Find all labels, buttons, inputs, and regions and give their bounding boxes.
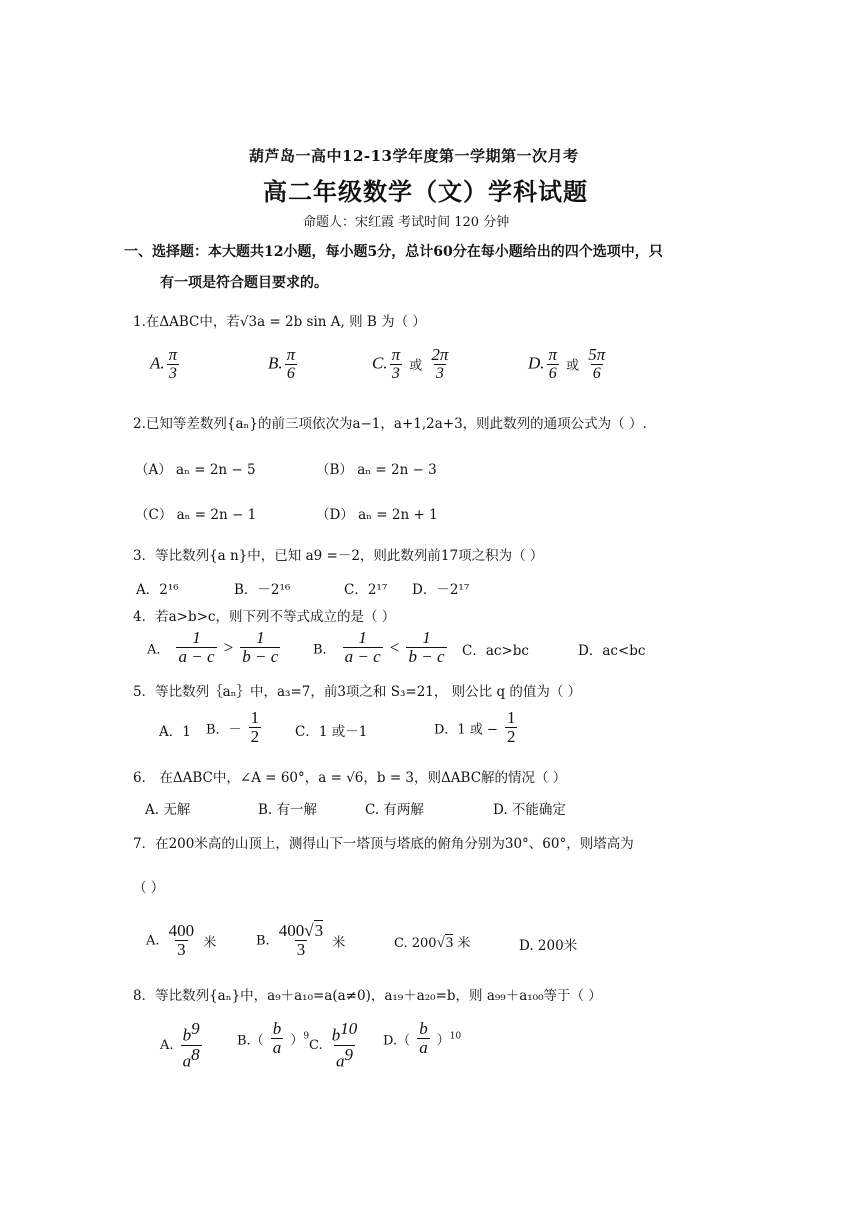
- question-8-option-a: A. $\frac{b^9}{a^8}$: [160, 1019, 200, 1071]
- question-4-option-d: D．ac<bc: [578, 643, 646, 659]
- question-6-option-b: B. 有一解: [258, 802, 318, 818]
- question-7-option-d: D. 200米: [519, 938, 578, 954]
- question-4-option-b: B． $\frac{1}{a - c}$ < $\frac{1}{b - c}$: [313, 628, 445, 666]
- question-5-option-a: A．1: [159, 724, 191, 740]
- question-7-stem: 7．在200米高的山顶上，测得山下一塔顶与塔底的俯角分别为30°、60°，则塔高为: [133, 836, 634, 852]
- question-1-text: 1.在ΔABC中，若√3a = 2b sin A, 则 B 为（ ）: [133, 314, 426, 330]
- question-5-option-d: D．1 或 − $\frac{1}{2}$: [434, 708, 516, 746]
- question-2-option-c: （C） aₙ = 2n − 1: [135, 507, 257, 523]
- question-4-option-a: A． $\frac{1}{a - c}$ > $\frac{1}{b - c}$: [147, 628, 279, 666]
- question-6-option-c: C. 有两解: [365, 802, 424, 818]
- question-5-option-c: C．1 或－1: [295, 724, 368, 740]
- question-1-option-d: D. $\frac{\pi}{6}$ 或 $\frac{5\pi}{6}$: [528, 345, 606, 382]
- question-8-stem: 8．等比数列{aₙ}中，a₉＋a₁₀=a(a≠0)，a₁₉＋a₂₀=b，则 a₉₉＋a₁₀₀等于（ ）: [133, 988, 602, 1004]
- question-2-option-a: （A） aₙ = 2n − 5: [135, 462, 256, 478]
- question-3-option-c: C．2¹⁷: [344, 582, 388, 598]
- question-8-option-d: D.（ $\frac{b}{a}$ ）$^{10}$: [383, 1019, 462, 1057]
- exam-title: 高二年级数学（文）学科试题: [263, 177, 588, 206]
- question-1-stem: [133, 310, 426, 330]
- question-2-option-d: （D） aₙ = 2n + 1: [316, 507, 438, 523]
- question-2-option-b: （B） aₙ = 2n − 3: [316, 462, 437, 478]
- question-1-option-b: B. $\frac{\pi}{6}$: [268, 345, 296, 382]
- question-4-stem: 4．若a>b>c，则下列不等式成立的是（ ）: [133, 609, 396, 625]
- question-8-option-c: C. $\frac{b^{10}}{a^9}$: [309, 1019, 358, 1071]
- school-title: 葫芦岛一高中12-13学年度第一学期第一次月考: [249, 147, 579, 165]
- section-heading-cont: 有一项是符合题目要求的。: [160, 275, 328, 291]
- question-1-option-a: A. $\frac{\pi}{3}$: [150, 345, 178, 382]
- question-3-option-b: B．－2¹⁶: [234, 582, 291, 598]
- question-5-stem: 5．等比数列｛aₙ｝中，a₃=7，前3项之和 S₃=21， 则公比 q 的值为（ ）: [133, 684, 582, 700]
- question-4-option-c: C．ac>bc: [462, 643, 529, 659]
- question-6-option-a: A. 无解: [145, 802, 191, 818]
- question-1-option-c: C. $\frac{\pi}{3}$ 或 $\frac{2\pi}{3}$: [372, 345, 449, 382]
- section-heading: 一、选择题：本大题共12小题，每小题5分，总计60分在每小题给出的四个选项中，只: [124, 244, 663, 260]
- question-3-option-d: D．－2¹⁷: [412, 582, 470, 598]
- question-7-option-c: C. 200√3 米: [394, 935, 471, 951]
- question-8-option-b: B.（ $\frac{b}{a}$ ）$^9$: [237, 1019, 310, 1057]
- question-3-option-a: A．2¹⁶: [136, 582, 179, 598]
- question-7-option-a: A. $\frac{400}{3}$ 米: [146, 921, 217, 959]
- question-6-option-d: D. 不能确定: [493, 802, 566, 818]
- question-7-stem-cont: （ ）: [133, 880, 165, 896]
- question-6-stem: 6． 在ΔABC中，∠A = 60°，a = √6，b = 3，则ΔABC解的情况（ ）: [133, 770, 567, 786]
- question-5-option-b: B．－ $\frac{1}{2}$: [206, 708, 260, 746]
- question-3-stem: 3．等比数列{a n}中，已知 a9 =－2，则此数列前17项之积为（ ）: [133, 548, 544, 564]
- question-2-stem: 2.已知等差数列{aₙ}的前三项依次为a−1，a+1,2a+3，则此数列的通项公式为（ ）.: [133, 416, 647, 432]
- exam-meta: 命题人：宋红霞 考试时间 120 分钟: [303, 215, 510, 230]
- question-7-option-b: B. $\frac{400√3}{3}$ 米: [256, 921, 346, 959]
